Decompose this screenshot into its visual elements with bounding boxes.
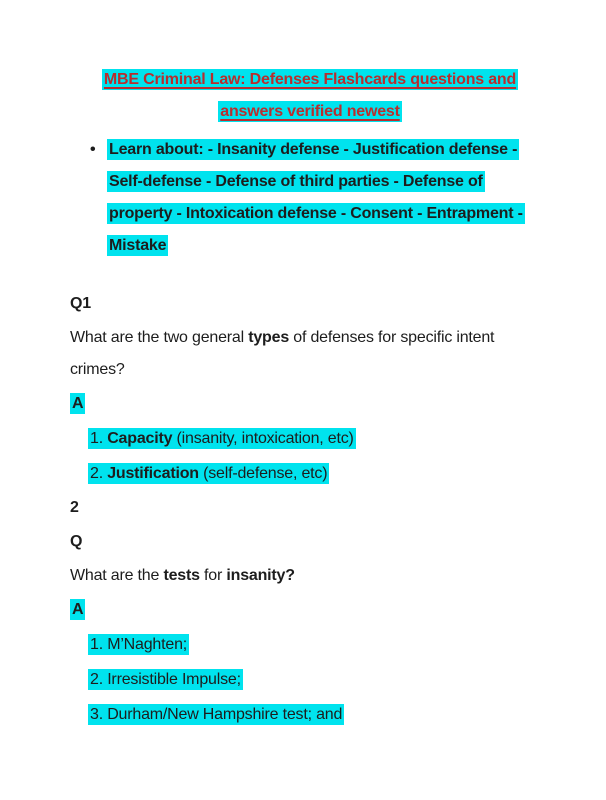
question-label-text: Q1 — [70, 295, 91, 312]
answer-item — [70, 629, 550, 661]
flashcard-2 — [70, 492, 550, 731]
question-text — [70, 560, 550, 592]
card-number — [70, 492, 550, 524]
question-text — [70, 322, 550, 386]
answer-label — [70, 388, 550, 420]
answer-item — [70, 699, 550, 731]
question-label-text: Q — [70, 533, 83, 550]
intro-bullet-item — [70, 134, 550, 262]
answer-item — [70, 458, 550, 490]
answer-item — [70, 423, 550, 455]
bullet-icon: • — [90, 141, 96, 158]
intro-text: Learn about: - Insanity defense - Justification defense - Self-defense - Defense of third parties - Defense of property - Intoxication defense - Consent - Entrapment - Mistake — [109, 141, 523, 254]
answer-item-text: 3. Durham/New Hampshire test; and — [90, 706, 343, 723]
answer-label — [70, 594, 550, 626]
answer-label-text: A — [72, 395, 84, 412]
answer-item-text: 1. Capacity (insanity, intoxication, etc) — [90, 430, 354, 447]
flashcard-1 — [70, 288, 550, 490]
question-label — [70, 288, 550, 320]
question-text-runs: What are the tests for insanity? — [70, 567, 295, 584]
answer-item-text: 1. M’Naghten; — [90, 636, 188, 653]
card-number-text: 2 — [70, 499, 79, 516]
question-text-runs: What are the two general types of defenses for specific intent crimes? — [70, 329, 495, 378]
intro-text-paragraph — [107, 134, 550, 262]
answer-item — [70, 664, 550, 696]
answer-label-text: A — [72, 601, 84, 618]
document-title-text: MBE Criminal Law: Defenses Flashcards questions and answers verified newest — [103, 71, 517, 120]
answer-item-text: 2. Justification (self-defense, etc) — [90, 465, 328, 482]
question-label — [70, 526, 550, 558]
document-title — [70, 64, 550, 128]
answer-item-text: 2. Irresistible Impulse; — [90, 671, 241, 688]
